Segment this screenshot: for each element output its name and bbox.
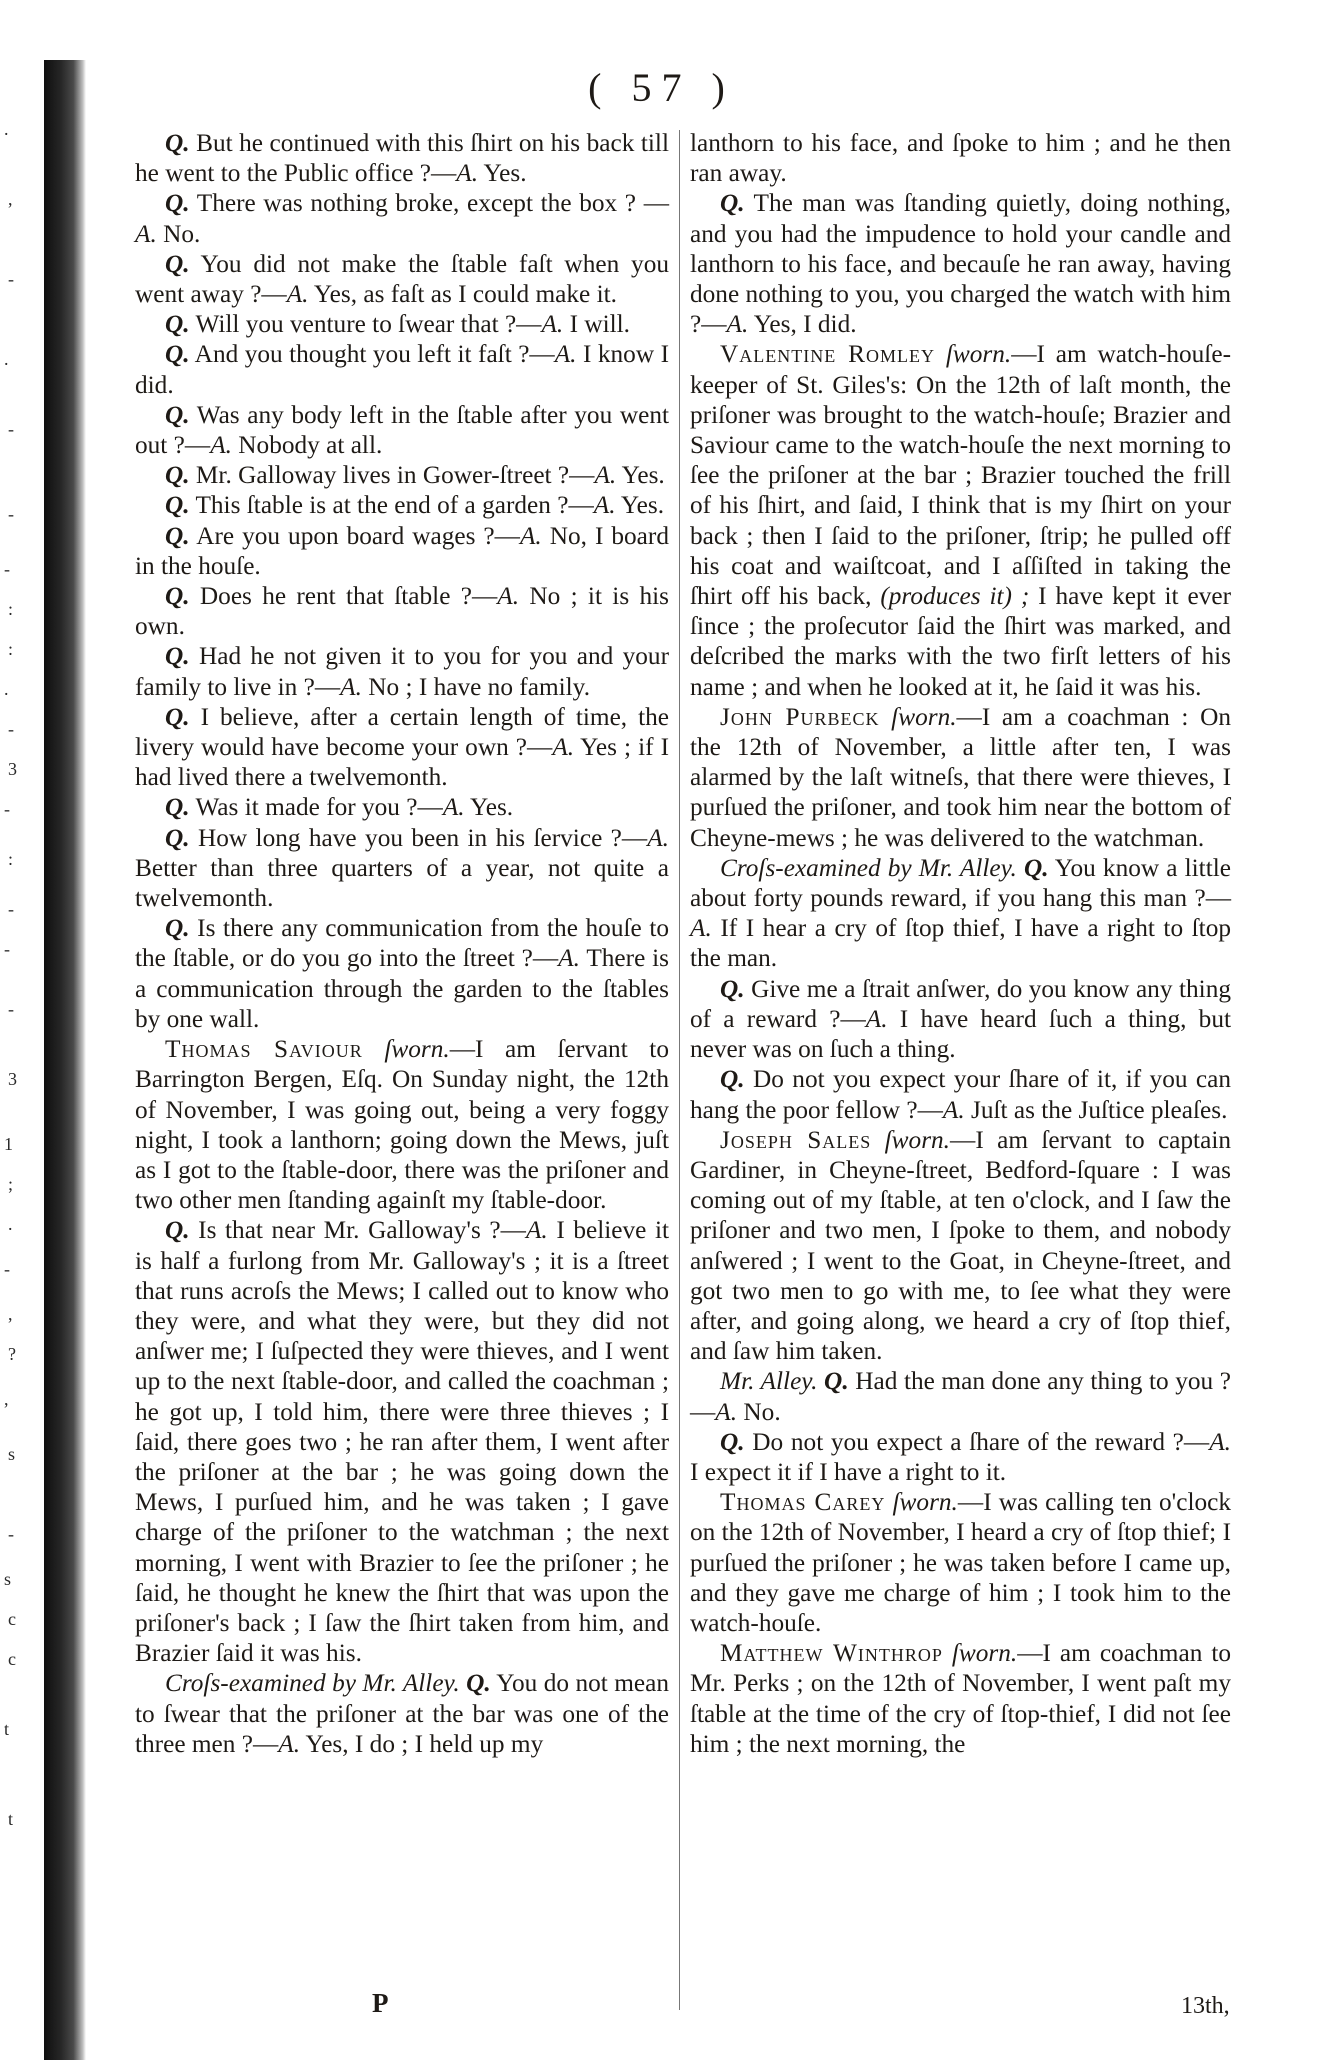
- qa-paragraph: [135, 792, 669, 822]
- answer-text: No.: [156, 219, 201, 248]
- margin-mark: -: [4, 1259, 10, 1279]
- question-text: Had the man done any thing to you ?—: [690, 1367, 1231, 1426]
- testimony-thomas-saviour: [135, 1034, 669, 1215]
- testimony-valentine-romley: [690, 339, 1231, 701]
- cross-exam-saviour: [135, 1668, 669, 1759]
- question-text: Give me a ſtrait anſwer, do you know any thing of a reward ?—: [690, 974, 1231, 1033]
- testimony-text-cont: I have kept it ever ſince ; the proſecutor ſaid the ſhirt was marked, and deſcribed the marks with the two firſt letters of his name ; and when he looked at it, he ſaid it was his.: [690, 582, 1231, 701]
- margin-mark: .: [4, 679, 9, 699]
- answer-text: Yes.: [478, 159, 527, 188]
- margin-mark: :: [8, 849, 14, 869]
- margin-mark: -: [8, 269, 14, 289]
- answer-label: A.: [593, 491, 616, 520]
- question-label: Q.: [165, 642, 190, 671]
- question-text: Do not you expect a ſhare of the reward ?—: [744, 1427, 1210, 1456]
- continued-text: lanthorn to his face, and ſpoke to him ; and he then ran away.: [690, 129, 1231, 188]
- qa-paragraph: [135, 249, 669, 309]
- margin-mark: -: [8, 999, 14, 1019]
- answer-label: A.: [594, 461, 617, 490]
- witness-name: Matthew Winthrop: [720, 1639, 943, 1668]
- answer-text: No, I board in the houſe.: [135, 521, 669, 580]
- answer-label: A.: [286, 280, 309, 309]
- margin-mark: .: [4, 349, 9, 369]
- answer-label: A.: [519, 521, 542, 550]
- answer-label: A.: [726, 310, 749, 339]
- question-text: This ſtable is at the end of a garden ?—: [189, 491, 594, 520]
- witness-name: Joseph Sales: [720, 1125, 872, 1154]
- margin-mark: t: [8, 1809, 14, 1829]
- question-text: Does he rent that ſtable ?—: [189, 582, 498, 611]
- answer-label: A.: [715, 1397, 738, 1426]
- question-label: Q.: [165, 310, 190, 339]
- margin-mark: ;: [8, 1174, 14, 1194]
- testimony-text: —I am watch-houſe-keeper of St. Giles's: On the 12th of laſt month, the priſoner was brought to the watch-houſe; Brazier and Saviour came to the watch-houſe the next morning to ſee the priſoner at the bar ; Brazier touched the frill of his ſhirt, and ſaid, I think that is my ſhirt on your back ; then I ſaid to the priſoner, ſtrip; he pulled off his coat and waiſtcoat, and I aſſiſted in taking the ſhirt off his back,: [690, 340, 1231, 611]
- testimony-joseph-sales: [690, 1125, 1231, 1367]
- qa-paragraph: [135, 490, 669, 520]
- margin-mark: 3: [8, 759, 17, 779]
- question-text: You did not make the ſtable faſt when you went away ?—: [135, 249, 669, 309]
- answer-text: I believe it is half a furlong from Mr. Galloway's ; it is a ſtreet that runs acroſs the Mews; I called out to know who they were, and what they were, but they did not anſwer me; I ſuſpected they were thieves, and I went up to the next ſtable-door, and called the coachman ; he got up, I told him, there were three thieves ; I ſaid, there goes two ; he ran after them, I went after the priſoner at the bar ; he was going down the Mews, I purſued him, and he was taken ; I gave charge of the priſoner to the watchman ; the next morning, I went with Brazier to ſee the priſoner ; he ſaid, he thought he knew the ſhirt that was upon the priſoner's back ; I ſaw the ſhirt taken from him, and Brazier ſaid it was his.: [135, 1216, 670, 1668]
- question-label: Q.: [165, 823, 190, 852]
- answer-label: A.: [558, 944, 580, 973]
- witness-name: Thomas Carey: [720, 1488, 886, 1517]
- testimony-text: —I am a coachman : On the 12th of November, a little after ten, I was alarmed by the laſt witneſs, that there were thieves, I purſued the priſoner, and took him near the bottom of Cheyne-mews ; he was delivered to the watchman.: [690, 702, 1231, 852]
- margin-mark: -: [4, 559, 10, 579]
- question-text: Was any body left in the ſtable after you went out ?—: [135, 400, 669, 460]
- question-label: Q.: [720, 1065, 745, 1094]
- answer-label: A.: [942, 1095, 965, 1124]
- margin-mark: .: [4, 119, 9, 139]
- qa-paragraph: [135, 641, 669, 701]
- answer-text: No ; I have no family.: [361, 672, 591, 701]
- question-label: Q.: [165, 491, 190, 520]
- question-label: Q.: [165, 702, 190, 731]
- witness-name: John Purbeck: [720, 702, 880, 731]
- question-text: Was it made for you ?—: [189, 793, 443, 822]
- qa-paragraph: [135, 309, 669, 339]
- question-label: Q.: [466, 1669, 491, 1698]
- question-text: You know a little about forty pounds reward, if you hang this man ?—: [690, 853, 1231, 913]
- answer-label: A.: [865, 1004, 888, 1033]
- answer-text: There is a communication through the garden to the ſtables by one wall.: [135, 944, 669, 1033]
- qa-paragraph: [135, 913, 669, 1034]
- margin-mark: -: [8, 899, 14, 919]
- question-text: Had he not given it to you for you and your family to live in ?—: [135, 642, 669, 701]
- left-column: [135, 128, 669, 1759]
- answer-label: A.: [554, 340, 577, 369]
- answer-text: Yes, I do ; I held up my: [300, 1729, 544, 1758]
- produces-note: (produces it) ;: [880, 582, 1030, 611]
- margin-mark: -: [8, 1524, 14, 1544]
- answer-label: A.: [525, 1216, 548, 1245]
- catchword: 13th,: [1181, 1993, 1230, 2019]
- question-label: Q.: [165, 400, 190, 429]
- testimony-matthew-winthrop: [690, 1638, 1231, 1759]
- margin-mark: t: [4, 1719, 10, 1739]
- margin-mark: 3: [8, 1069, 17, 1089]
- question-text: And you thought you left it faſt ?—: [189, 340, 555, 369]
- witness-name: Valentine Romley: [720, 340, 935, 369]
- cross-exam-purbeck: [690, 853, 1231, 974]
- answer-text: Yes, as faſt as I could make it.: [308, 280, 617, 309]
- margin-mark: -: [4, 799, 10, 819]
- qa-paragraph: [135, 581, 669, 641]
- answer-text: If I hear a cry of ſtop thief, I have a right to ſtop the man.: [690, 914, 1231, 973]
- question-label: Q.: [165, 340, 190, 369]
- answer-text: Yes ; if I had lived there a twelvemonth.: [135, 733, 669, 792]
- question-label: Q.: [165, 582, 190, 611]
- answer-label: A.: [497, 582, 520, 611]
- left-qa-list: [135, 128, 669, 1034]
- question-label: Q.: [1023, 853, 1049, 882]
- question-text: Do not you expect your ſhare of it, if you can hang the poor fellow ?—: [690, 1065, 1231, 1124]
- question-text: How long have you been in his ſervice ?—: [189, 823, 648, 852]
- question-text: You do not mean to ſwear that the priſoner at the bar was one of the three men ?—: [135, 1669, 669, 1758]
- qa-alley: [690, 1366, 1231, 1426]
- question-label: Q.: [165, 461, 190, 490]
- question-text: Is there any communication from the houſe to the ſtable, or do you go into the ſtreet ?—: [135, 914, 669, 973]
- question-label: Q.: [165, 793, 190, 822]
- answer-text: Yes.: [615, 491, 665, 520]
- question-label: Q.: [720, 189, 745, 218]
- question-label: Q.: [165, 1216, 190, 1245]
- qa-paragraph: [135, 400, 669, 460]
- answer-text: Yes.: [616, 461, 665, 490]
- qa-paragraph: [135, 188, 669, 248]
- question-label: Q.: [720, 1427, 745, 1456]
- right-column: [690, 128, 1231, 1759]
- page-number: ( 57 ): [588, 65, 735, 110]
- answer-label: A.: [135, 219, 157, 248]
- question-text: There was nothing broke, except the box ? —: [189, 189, 669, 218]
- testimony-text: —I was calling ten o'clock on the 12th of November, I heard a cry of ſtop thief; I purſued the priſoner ; he was taken before I came up, and they gave me charge of him ; I took him to the watch-houſe.: [690, 1488, 1232, 1637]
- qa-paragraph: [135, 823, 669, 914]
- margin-mark: s: [4, 1569, 12, 1589]
- qa-paragraph: [135, 128, 669, 188]
- sworn-label: ſworn.: [891, 702, 957, 731]
- answer-label: A.: [442, 793, 465, 822]
- answer-text: Yes, I did.: [748, 310, 857, 339]
- qa-share: [690, 1064, 1231, 1124]
- margin-mark: :: [8, 639, 14, 659]
- answer-text: I know I did.: [135, 340, 669, 399]
- answer-label: A.: [278, 1729, 301, 1758]
- answer-text: Better than three quarters of a year, not quite a twelvemonth.: [135, 853, 669, 913]
- cross-exam-label: Croſs-examined by Mr. Alley.: [720, 853, 1017, 882]
- answer-label: A.: [690, 914, 712, 943]
- sworn-label: ſworn.: [384, 1035, 450, 1064]
- question-label: Q.: [165, 189, 190, 218]
- margin-mark: c: [8, 1649, 16, 1669]
- qa-strait-answer: [690, 974, 1231, 1065]
- margin-mark: :: [8, 599, 14, 619]
- testimony-thomas-carey: [690, 1487, 1231, 1638]
- column-divider: [679, 130, 680, 2010]
- qa-paragraph: [135, 702, 669, 793]
- answer-text: No.: [737, 1397, 781, 1426]
- answer-text: Nobody at all.: [231, 431, 383, 460]
- question-label: Q.: [165, 521, 190, 550]
- sworn-label: ſworn.: [951, 1639, 1018, 1668]
- margin-mark: 1: [4, 1134, 13, 1154]
- margin-mark: ?: [8, 1344, 16, 1364]
- qa-galloway: [135, 1215, 669, 1668]
- testimony-text: —I am ſervant to captain Gardiner, in Cheyne-ſtreet, Bedford-ſquare : I was coming out of my ſtable, at ten o'clock, and I ſaw the priſoner and two men, I ſpoke to them, and nobody anſwered ; I went to the Goat, in Cheyne-ſtreet, and got two men to go with me, to ſee what they were after, and going along, we heard a cry of ſtop thief, and ſaw him taken.: [690, 1125, 1231, 1366]
- question-label: Q.: [824, 1367, 849, 1396]
- question-text: The man was ſtanding quietly, doing nothing, and you had the impudence to hold your candle and lanthorn to his face, and becauſe he ran away, having done nothing to you, you charged the watch with him ?—: [690, 189, 1231, 339]
- sworn-label: ſworn.: [945, 340, 1012, 369]
- answer-text: I have heard ſuch a thing, but never was on ſuch a thing.: [690, 1004, 1231, 1064]
- question-label: Q.: [165, 129, 190, 157]
- testimony-john-purbeck: [690, 702, 1231, 853]
- answer-label: A.: [541, 310, 564, 339]
- examiner-label: Mr. Alley.: [720, 1367, 818, 1396]
- answer-text: I expect it if I have a right to it.: [690, 1457, 1007, 1486]
- margin-mark: -: [4, 939, 10, 959]
- answer-text: No ; it is his own.: [135, 582, 669, 641]
- sworn-label: ſworn.: [892, 1488, 958, 1517]
- answer-label: A.: [1209, 1427, 1231, 1456]
- question-text: Mr. Galloway lives in Gower-ſtreet ?—: [189, 461, 595, 490]
- margin-mark: .: [8, 1214, 13, 1234]
- answer-label: A.: [647, 823, 669, 852]
- signature-mark: P: [372, 1988, 389, 2018]
- qa-paragraph: [135, 339, 669, 399]
- question-text: Will you venture to ſwear that ?—: [189, 310, 542, 339]
- sworn-label: ſworn.: [884, 1125, 951, 1154]
- testimony-text: —I am coachman to Mr. Perks ; on the 12th of November, I went paſt my ſtable at the time of the cry of ſtop-thief, I did not ſee him ; the next morning, the: [690, 1639, 1232, 1758]
- answer-text: Yes.: [464, 793, 514, 822]
- answer-text: Juſt as the Juſtice pleaſes.: [964, 1095, 1228, 1124]
- margin-mark: -: [8, 719, 14, 739]
- margin-mark: -: [8, 504, 14, 524]
- margin-mark: ,: [4, 1389, 9, 1409]
- answer-label: A.: [456, 159, 479, 188]
- answer-label: A.: [340, 672, 362, 701]
- qa-paragraph: [135, 521, 669, 581]
- question-text: Are you upon board wages ?—: [189, 521, 520, 550]
- margin-mark: c: [8, 1609, 16, 1629]
- question-label: Q.: [720, 974, 745, 1003]
- qa-reward: [690, 1427, 1231, 1487]
- answer-text: I will.: [563, 310, 631, 339]
- question-text: Is that near Mr. Galloway's ?—: [189, 1216, 526, 1245]
- witness-name: Thomas Saviour: [165, 1035, 363, 1064]
- margin-mark: -: [8, 419, 14, 439]
- question-label: Q.: [165, 249, 190, 278]
- binding-shadow: [44, 60, 86, 2060]
- margin-mark: s: [8, 1444, 16, 1464]
- qa-impudence: [690, 188, 1231, 339]
- margin-mark: ,: [8, 1304, 13, 1324]
- qa-paragraph: [135, 460, 669, 490]
- question-text: I believe, after a certain length of time, the livery would have become your own ?—: [135, 702, 669, 762]
- testimony-text: —I am ſervant to Barrington Bergen, Eſq. On Sunday night, the 12th of November, I was going out, being a very foggy night, I took a lanthorn; going down the Mews, juſt as I got to the ſtable-door, there was the priſoner and two other men ſtanding againſt my ſtable-door.: [135, 1035, 669, 1215]
- answer-label: A.: [552, 733, 575, 762]
- question-label: Q.: [165, 914, 190, 943]
- cross-exam-label: Croſs-examined by Mr. Alley.: [165, 1669, 460, 1698]
- margin-mark: ,: [8, 189, 13, 209]
- question-text: But he continued with this ſhirt on his back till he went to the Public office ?—: [135, 129, 669, 188]
- answer-label: A.: [210, 431, 232, 460]
